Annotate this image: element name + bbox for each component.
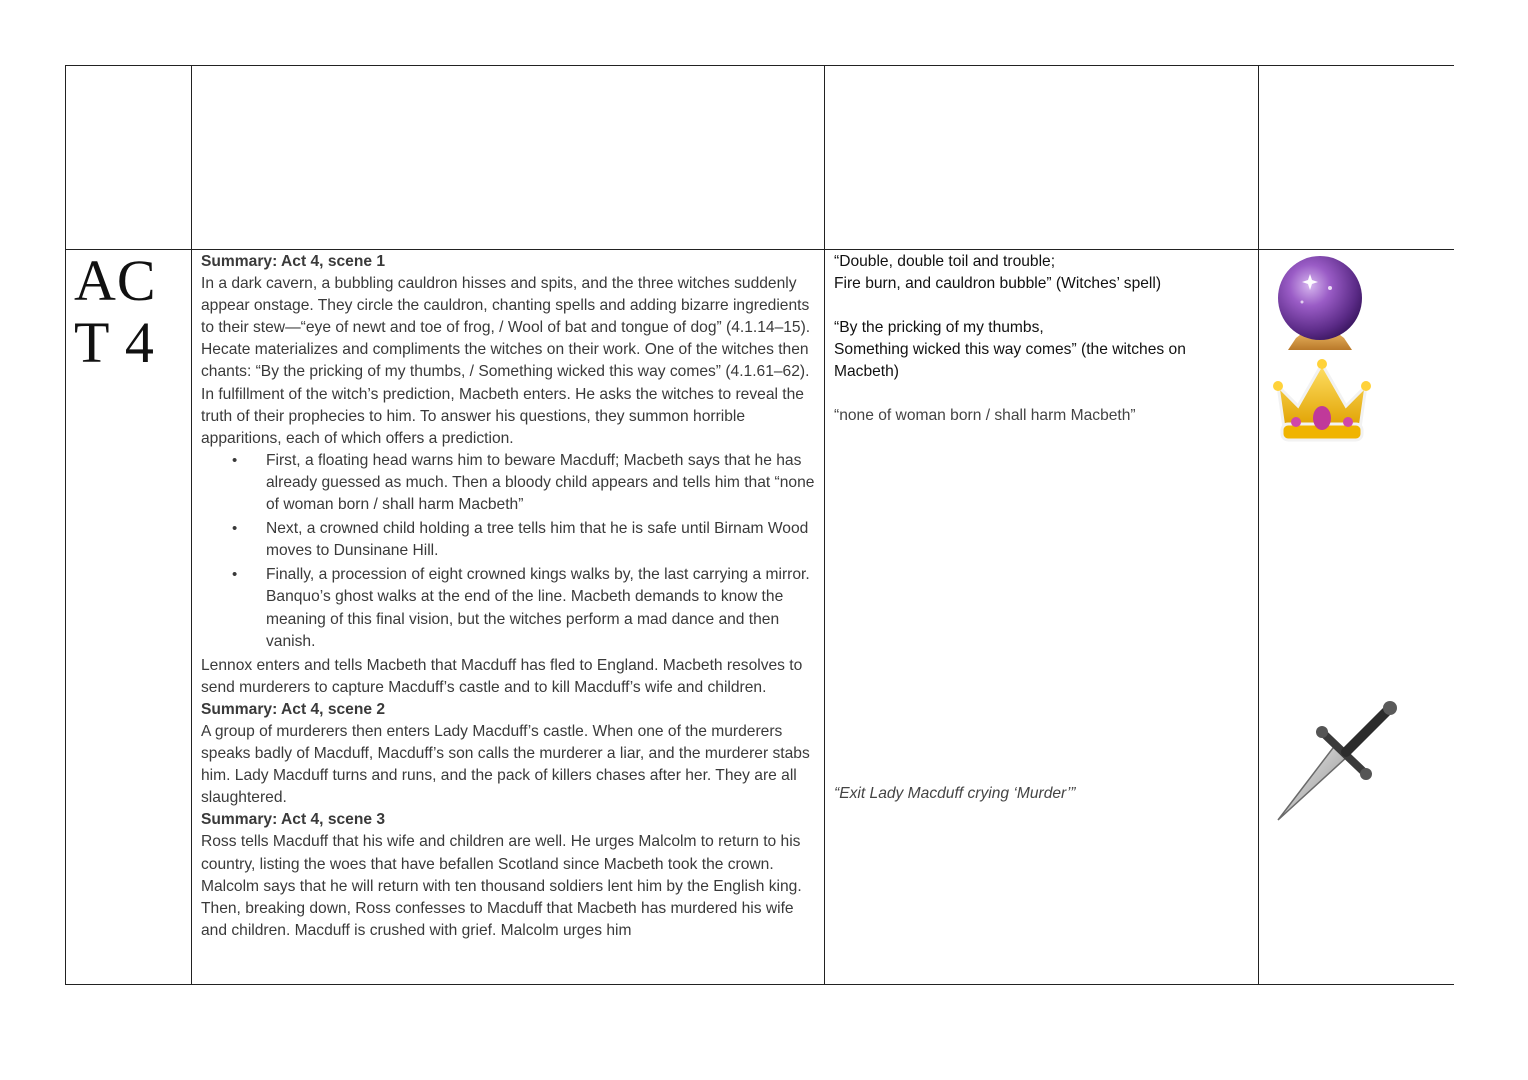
quote-1-line-2: Fire burn, and cauldron bubble” (Witches’ spell) [834,275,1162,293]
column-line-4 [1258,65,1259,985]
table-top-border [65,65,1454,66]
scene3-heading: Summary: Act 4, scene 3 [201,811,386,829]
quote-1-line-1: “Double, double toil and trouble; [834,253,1056,270]
apparitions-list [201,450,819,653]
column-line-2 [191,65,192,985]
crystal-ball-icon [1272,252,1368,352]
scene3-text: Ross tells Macduff that his wife and children are well. He urges Malcolm to return to his country, listing the woes that have befallen Scotland since Macbeth took the crown. Malcolm says that he will return with ten thousand soldiers lent him by the English king. Then, breaking down, Ross confesses to Macduff that Macbeth has murdered his wife and children. Macduff is crushed with grief. Malcolm urges him [201,833,802,939]
scene2-heading: Summary: Act 4, scene 2 [201,700,386,718]
scene1-heading: Summary: Act 4, scene 1 [201,253,386,270]
act-title-line-2: T 4 [74,310,155,375]
scene1-outro: Lennox enters and tells Macbeth that Macduff has fled to England. Macbeth resolves to send murderers to capture Macduff’s castle and to kill Macduff’s wife and children. [201,656,803,696]
quote-4: “Exit Lady Macduff crying ‘Murder’” [834,785,1076,802]
list-item: • Finally, a procession of eight crowned kings walks by, the last carrying a mirror. Banquo’s ghost walks at the end of the line. Macbeth demands to know the meaning of this final vision, but the witches perform a mad dance and then vanish. [266,564,819,652]
quote-3: “none of woman born / shall harm Macbeth” [834,407,1136,425]
table-bottom-border [65,984,1454,985]
act-title-line-1: AC [74,248,157,313]
quote-2-line-2: Something wicked this way comes” (the witches on Macbeth) [834,341,1186,381]
scene1-intro: In a dark cavern, a bubbling cauldron hisses and spits, and the three witches suddenly appear onstage. They circle the cauldron, chanting spells and adding bizarre ingredients to their stew—“eye of newt and toe of frog, / Wool of bat and tongue of dog” (4.1.14–15). Hecate materializes and compliments the witches on their work. One of the witches then chants: “By the pricking of my thumbs, / Something wicked this way comes” (4.1.61–62). In fulfillment of the witch’s prediction, Macbeth enters. He asks the witches to reveal the truth of their prophecies to him. To answer his questions, they summon horrible apparitions, each of which offers a prediction. [201,275,811,447]
column-line-1 [65,65,66,985]
quotes-column [834,251,1250,802]
act-title [74,250,186,374]
dagger-icon [1274,700,1404,824]
row-divider [65,249,1454,250]
column-line-3 [824,65,825,985]
scene2-text: A group of murderers then enters Lady Macduff’s castle. When one of the murderers speaks badly of Macduff, Macduff’s son calls the murderer a liar, and the murderer stabs him. Lady Macduff turns and runs, and the pack of killers chases after her. They are all slaughtered. [201,722,810,807]
crown-icon [1272,358,1372,446]
list-item: • First, a floating head warns him to beware Macduff; Macbeth says that he has already guessed as much. Then a bloody child appears and tells him that “none of woman born / shall harm Macbeth” [266,450,819,516]
summary-column [201,251,819,942]
quote-2-line-1: “By the pricking of my thumbs, [834,319,1044,337]
list-item: • Next, a crowned child holding a tree tells him that he is safe until Birnam Wood moves to Dunsinane Hill. [266,518,819,562]
